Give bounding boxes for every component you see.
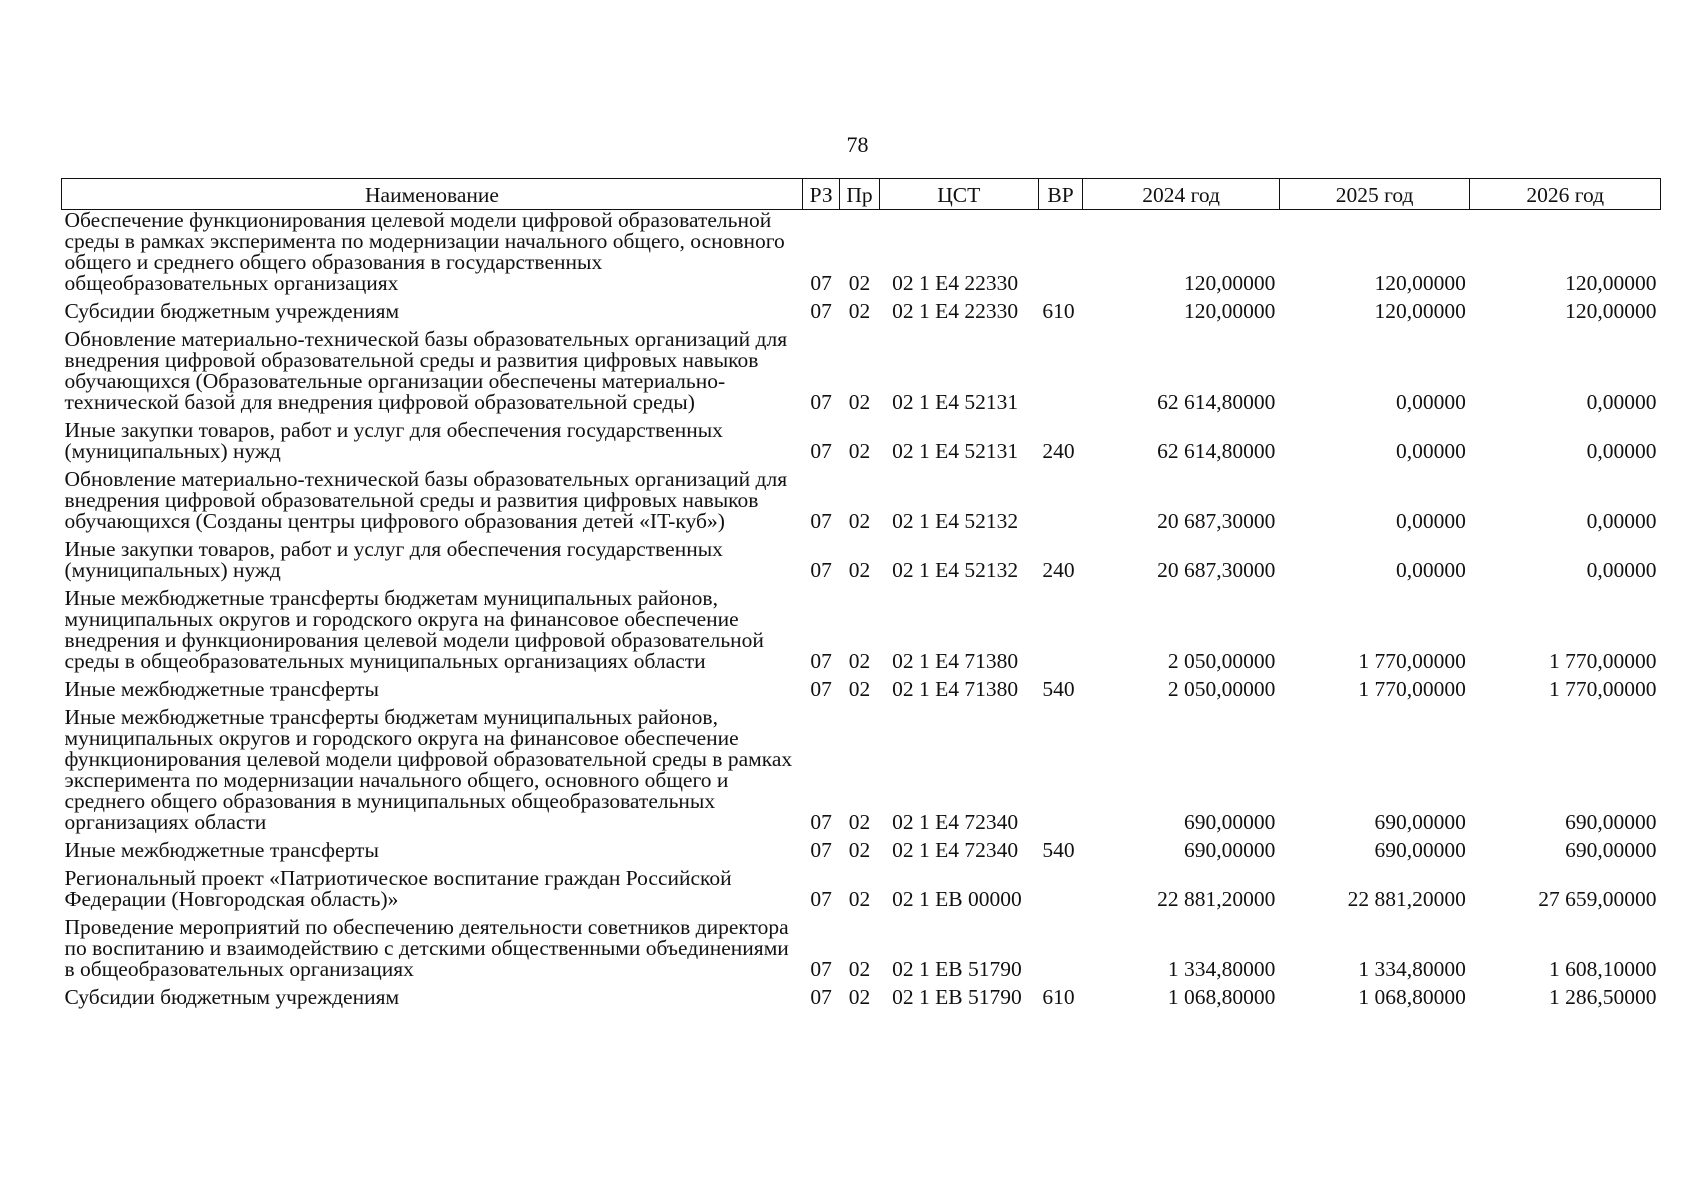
cell-rz: 07 bbox=[810, 810, 832, 834]
cell-2026: 1 286,50000 bbox=[1549, 985, 1657, 1009]
cell-vr bbox=[1038, 868, 1082, 917]
cell-2026: 0,00000 bbox=[1586, 558, 1657, 582]
table-row bbox=[62, 469, 1661, 539]
cell-2026: 120,00000 bbox=[1565, 271, 1657, 295]
cell-2026: 690,00000 bbox=[1565, 838, 1657, 862]
cell-2024: 1 334,80000 bbox=[1167, 957, 1276, 981]
page-number: 78 bbox=[846, 132, 869, 157]
table-row bbox=[62, 539, 1661, 588]
cell-2025: 120,00000 bbox=[1374, 299, 1466, 323]
column-header-vr: ВР bbox=[1038, 179, 1082, 210]
cell-2025: 0,00000 bbox=[1396, 558, 1466, 582]
cell-vr bbox=[1038, 707, 1082, 840]
cell-2026: 120,00000 bbox=[1565, 299, 1657, 323]
column-header-cst: ЦСТ bbox=[879, 179, 1038, 210]
cell-rz: 07 bbox=[810, 439, 832, 463]
cell-pr: 02 bbox=[848, 439, 871, 463]
table-row bbox=[62, 987, 1661, 1015]
column-header-2025: 2025 год bbox=[1279, 179, 1470, 210]
cell-2024: 690,00000 bbox=[1183, 810, 1276, 834]
table-row bbox=[62, 301, 1661, 329]
cell-cst: 02 1 Е4 72340 bbox=[892, 838, 1019, 862]
cell-cst: 02 1 ЕВ 00000 bbox=[892, 887, 1022, 911]
cell-cst: 02 1 ЕВ 51790 bbox=[892, 985, 1022, 1009]
cell-rz: 07 bbox=[810, 677, 832, 701]
cell-rz: 07 bbox=[810, 509, 832, 533]
cell-name: Региональный проект «Патриотическое воспитание граждан Российской Федерации (Новгородская область)» bbox=[64, 866, 732, 911]
cell-2025: 1 334,80000 bbox=[1358, 957, 1466, 981]
cell-cst: 02 1 Е4 52132 bbox=[892, 509, 1019, 533]
cell-pr: 02 bbox=[848, 558, 871, 582]
cell-name: Иные межбюджетные трансферты bbox=[64, 677, 379, 701]
cell-2025: 0,00000 bbox=[1396, 439, 1466, 463]
cell-2026: 1 770,00000 bbox=[1549, 677, 1657, 701]
cell-name: Обеспечение функционирования целевой модели цифровой образовательной среды в рамках эксперимента по модернизации начального общего, основного общего и среднего общего образования в государственных общеобразовательных организациях bbox=[64, 208, 785, 295]
column-header-2024: 2024 год bbox=[1083, 179, 1280, 210]
cell-2026: 1 770,00000 bbox=[1549, 649, 1657, 673]
cell-2026: 0,00000 bbox=[1586, 439, 1657, 463]
table-row bbox=[62, 210, 1661, 302]
table-row bbox=[62, 707, 1661, 840]
cell-rz: 07 bbox=[810, 649, 832, 673]
cell-2025: 120,00000 bbox=[1374, 271, 1466, 295]
cell-rz: 07 bbox=[810, 887, 832, 911]
cell-2025: 690,00000 bbox=[1374, 810, 1466, 834]
cell-2024: 120,00000 bbox=[1183, 299, 1276, 323]
cell-cst: 02 1 Е4 22330 bbox=[892, 299, 1019, 323]
cell-2024: 1 068,80000 bbox=[1167, 985, 1276, 1009]
table-row bbox=[62, 420, 1661, 469]
cell-2026: 27 659,00000 bbox=[1538, 887, 1657, 911]
cell-pr: 02 bbox=[848, 509, 871, 533]
cell-rz: 07 bbox=[810, 558, 832, 582]
cell-pr: 02 bbox=[848, 838, 871, 862]
cell-2024: 2 050,00000 bbox=[1167, 677, 1276, 701]
cell-vr: 240 bbox=[1042, 439, 1075, 463]
cell-cst: 02 1 Е4 22330 bbox=[892, 271, 1019, 295]
cell-name: Иные межбюджетные трансферты бюджетам муниципальных районов, муниципальных округов и городского округа на финансовое обеспечение внедрения и функционирования целевой модели цифровой образовательной среды в общеобразовательных муниципальных организациях области bbox=[64, 586, 764, 673]
cell-name: Иные межбюджетные трансферты bbox=[64, 838, 379, 862]
cell-name: Субсидии бюджетным учреждениям bbox=[64, 985, 400, 1009]
cell-2025: 690,00000 bbox=[1374, 838, 1466, 862]
cell-rz: 07 bbox=[810, 957, 832, 981]
cell-rz: 07 bbox=[810, 838, 832, 862]
cell-name: Иные закупки товаров, работ и услуг для обеспечения государственных (муниципальных) нужд bbox=[64, 537, 723, 582]
cell-2024: 22 881,20000 bbox=[1157, 887, 1276, 911]
cell-name: Обновление материально-технической базы образовательных организаций для внедрения цифровой образовательной среды и развития цифровых навыков обучающихся (Созданы центры цифрового образования детей «IT-куб») bbox=[64, 467, 788, 533]
column-header-name: Наименование bbox=[62, 179, 803, 210]
cell-pr: 02 bbox=[848, 271, 871, 295]
cell-vr: 610 bbox=[1042, 299, 1075, 323]
cell-rz: 07 bbox=[810, 985, 832, 1009]
cell-pr: 02 bbox=[848, 390, 871, 414]
cell-vr bbox=[1038, 329, 1082, 420]
cell-cst: 02 1 Е4 72340 bbox=[892, 810, 1019, 834]
cell-2026: 0,00000 bbox=[1586, 509, 1657, 533]
column-header-pr: Пр bbox=[840, 179, 879, 210]
table-row bbox=[62, 917, 1661, 987]
cell-2025: 1 068,80000 bbox=[1358, 985, 1466, 1009]
cell-rz: 07 bbox=[810, 271, 832, 295]
cell-name: Субсидии бюджетным учреждениям bbox=[64, 299, 400, 323]
cell-vr: 540 bbox=[1042, 677, 1075, 701]
table-row bbox=[62, 840, 1661, 868]
cell-rz: 07 bbox=[810, 390, 832, 414]
cell-2024: 2 050,00000 bbox=[1167, 649, 1276, 673]
cell-name: Проведение мероприятий по обеспечению деятельности советников директора по воспитанию и взаимодействию с детскими общественными объединениями в общеобразовательных организациях bbox=[64, 915, 789, 981]
cell-rz: 07 bbox=[810, 299, 832, 323]
cell-vr: 610 bbox=[1042, 985, 1075, 1009]
cell-2025: 1 770,00000 bbox=[1358, 677, 1466, 701]
cell-2024: 62 614,80000 bbox=[1157, 439, 1276, 463]
cell-pr: 02 bbox=[848, 887, 871, 911]
cell-name: Иные межбюджетные трансферты бюджетам муниципальных районов, муниципальных округов и городского округа на финансовое обеспечение функционирования целевой модели цифровой образовательной среды в рамках эксперимента по модернизации начального общего, основного общего и среднего общего образования в муниципальных общеобразовательных организациях области bbox=[64, 705, 793, 834]
cell-vr bbox=[1038, 469, 1082, 539]
cell-2024: 20 687,30000 bbox=[1157, 558, 1276, 582]
table-row bbox=[62, 679, 1661, 707]
cell-pr: 02 bbox=[848, 649, 871, 673]
column-header-rz: РЗ bbox=[803, 179, 840, 210]
cell-pr: 02 bbox=[848, 985, 871, 1009]
cell-cst: 02 1 Е4 52131 bbox=[892, 439, 1019, 463]
cell-vr: 240 bbox=[1042, 558, 1075, 582]
cell-cst: 02 1 Е4 52132 bbox=[892, 558, 1019, 582]
cell-vr bbox=[1038, 588, 1082, 679]
cell-vr: 540 bbox=[1042, 838, 1075, 862]
cell-pr: 02 bbox=[848, 299, 871, 323]
cell-pr: 02 bbox=[848, 677, 871, 701]
table-body bbox=[62, 210, 1661, 1016]
cell-2024: 62 614,80000 bbox=[1157, 390, 1276, 414]
cell-2025: 22 881,20000 bbox=[1347, 887, 1466, 911]
cell-2024: 120,00000 bbox=[1183, 271, 1276, 295]
cell-name: Обновление материально-технической базы образовательных организаций для внедрения цифровой образовательной среды и развития цифровых навыков обучающихся (Образовательные организации обеспечены материально-технической базой для внедрения цифровой образовательной среды) bbox=[64, 327, 788, 414]
cell-2026: 690,00000 bbox=[1565, 810, 1657, 834]
cell-cst: 02 1 Е4 52131 bbox=[892, 390, 1019, 414]
cell-2024: 20 687,30000 bbox=[1157, 509, 1276, 533]
cell-2025: 0,00000 bbox=[1396, 390, 1466, 414]
cell-2026: 0,00000 bbox=[1586, 390, 1657, 414]
table-row bbox=[62, 329, 1661, 420]
cell-2026: 1 608,10000 bbox=[1549, 957, 1657, 981]
cell-2025: 1 770,00000 bbox=[1358, 649, 1466, 673]
table-header-row bbox=[62, 179, 1661, 210]
cell-vr bbox=[1038, 917, 1082, 987]
budget-table bbox=[61, 178, 1661, 1015]
table-row bbox=[62, 588, 1661, 679]
cell-2025: 0,00000 bbox=[1396, 509, 1466, 533]
cell-2024: 690,00000 bbox=[1183, 838, 1276, 862]
cell-name: Иные закупки товаров, работ и услуг для обеспечения государственных (муниципальных) нужд bbox=[64, 418, 723, 463]
cell-pr: 02 bbox=[848, 957, 871, 981]
cell-pr: 02 bbox=[848, 810, 871, 834]
column-header-2026: 2026 год bbox=[1470, 179, 1661, 210]
table-row bbox=[62, 868, 1661, 917]
cell-cst: 02 1 ЕВ 51790 bbox=[892, 957, 1022, 981]
cell-cst: 02 1 Е4 71380 bbox=[892, 677, 1019, 701]
cell-vr bbox=[1038, 210, 1082, 302]
cell-cst: 02 1 Е4 71380 bbox=[892, 649, 1019, 673]
